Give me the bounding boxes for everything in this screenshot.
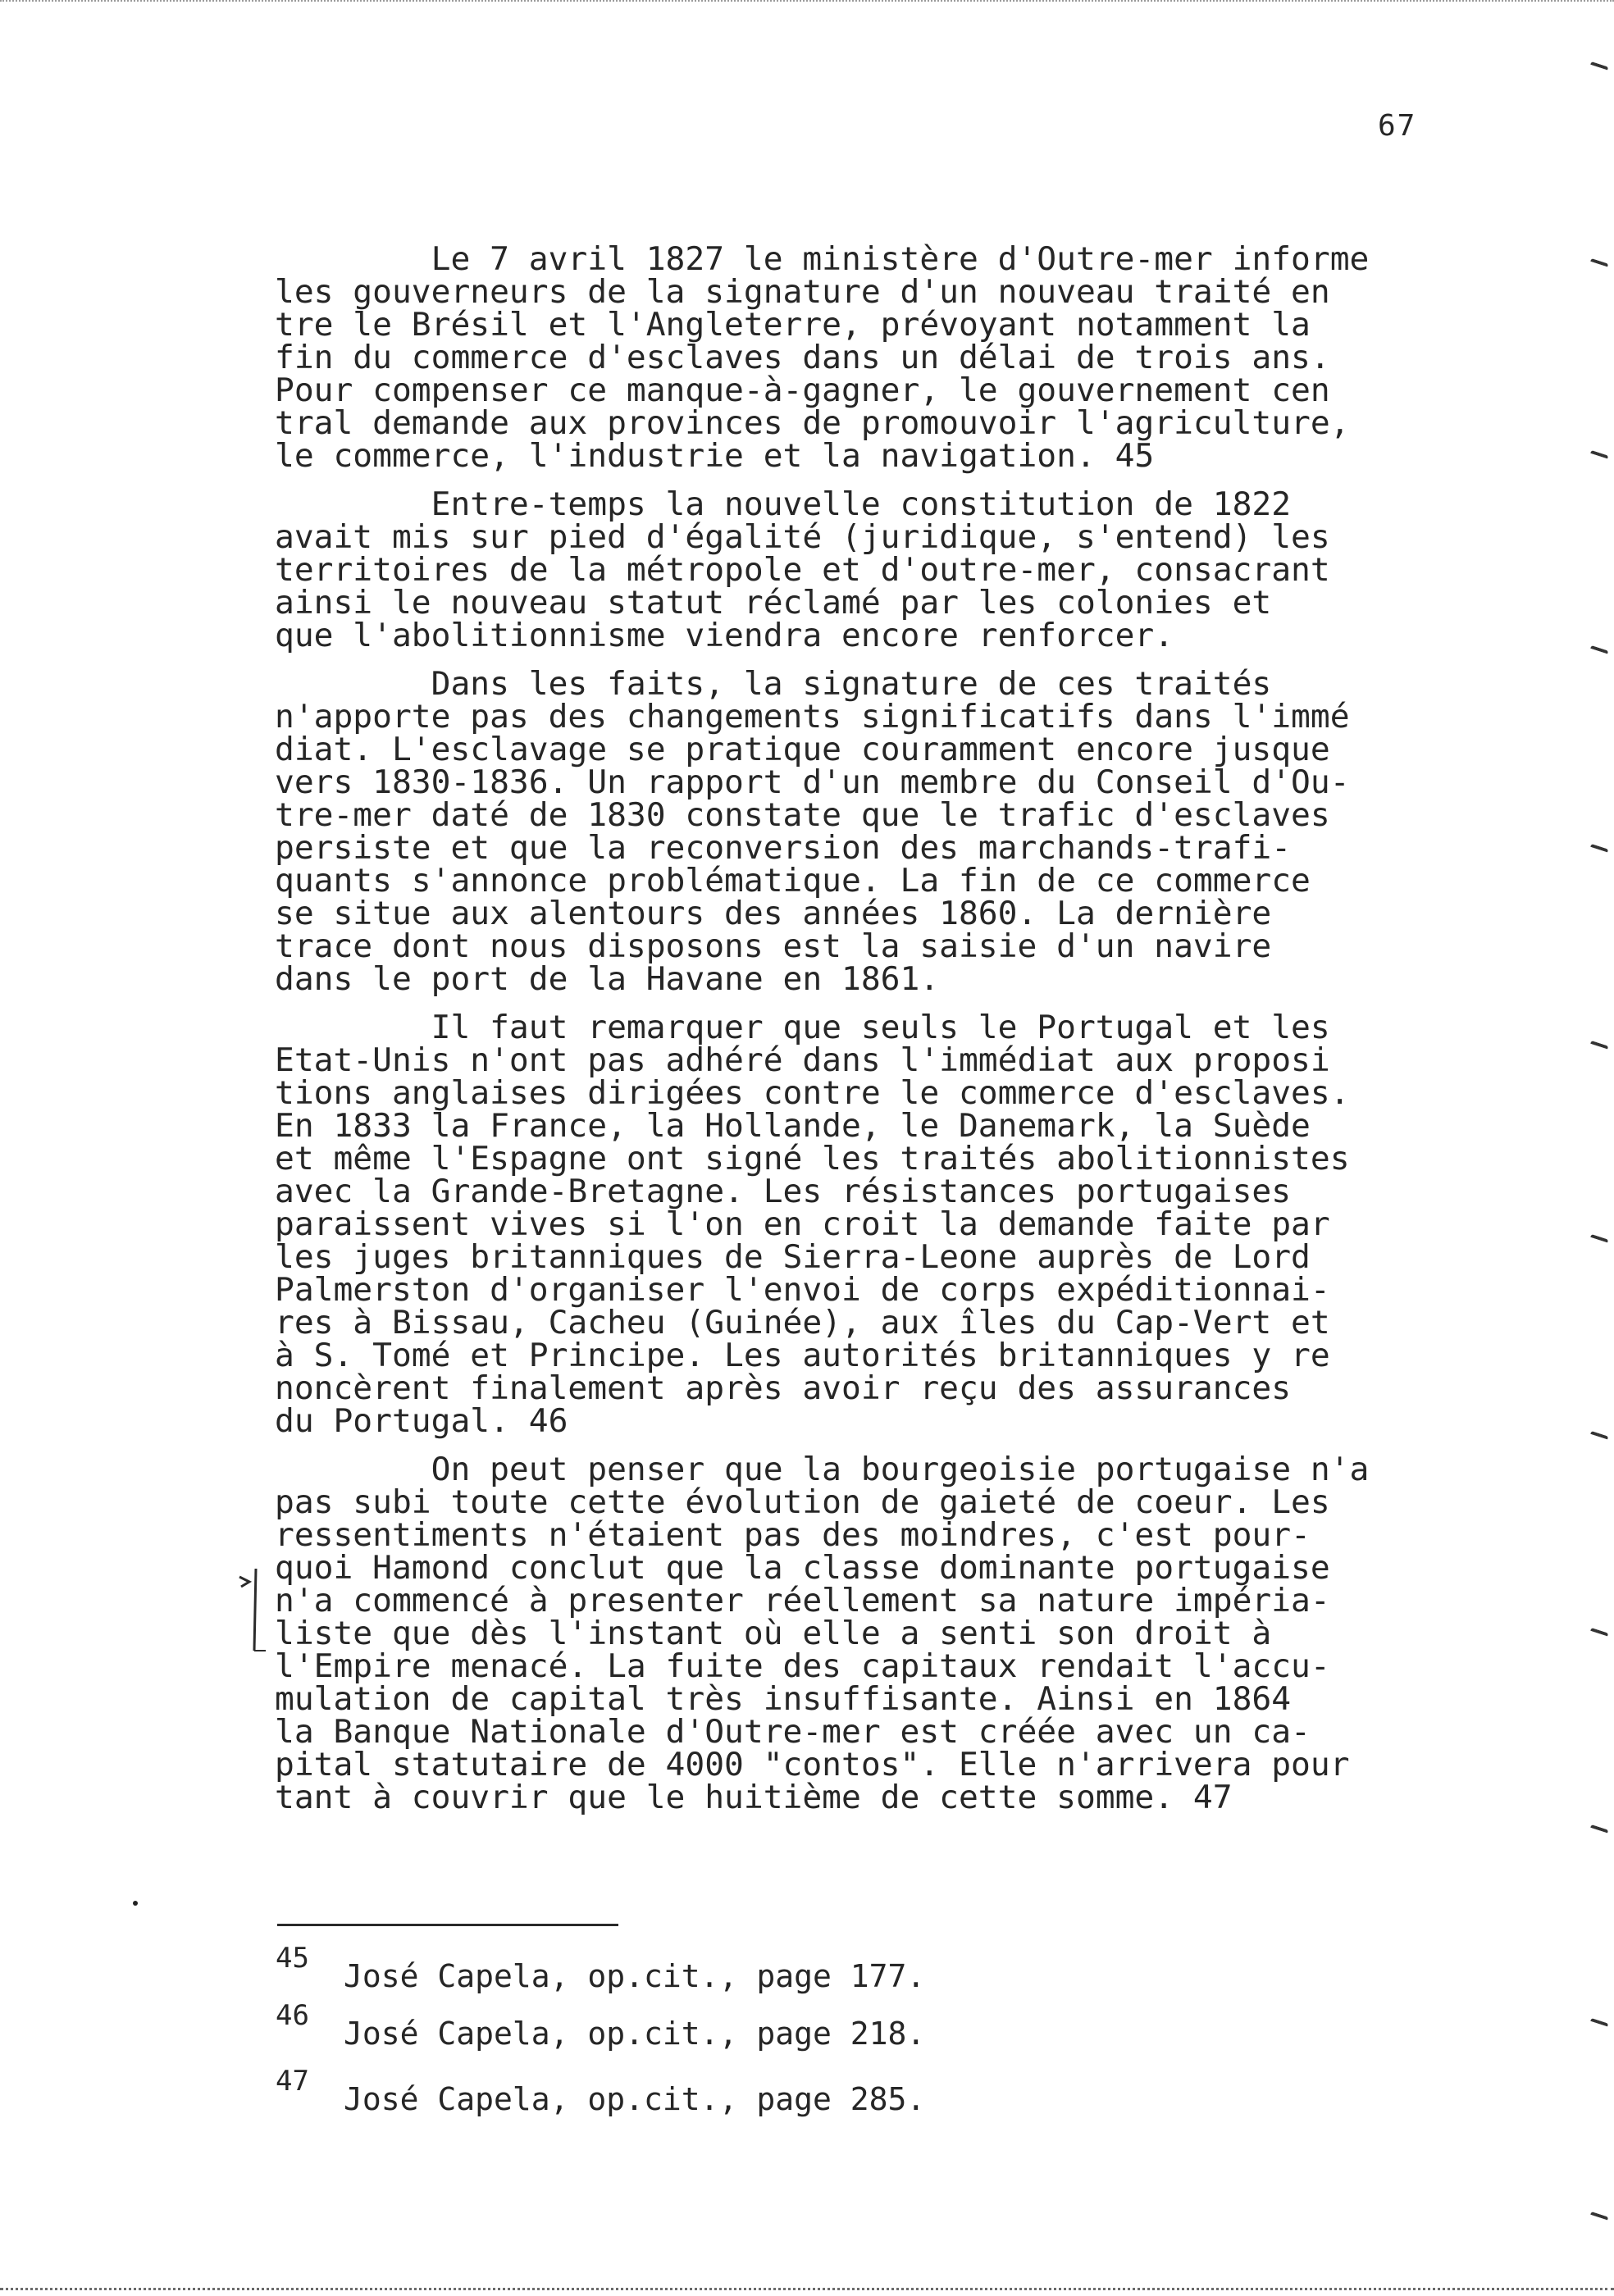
paragraph xyxy=(275,1009,1448,1440)
text-line: dans le port de la Havane en 1861. xyxy=(275,960,940,998)
text-line: Pour compenser ce manque-à-gagner, le gouvernement cen xyxy=(275,371,1330,409)
text-line: n'a commencé à presenter réellement sa nature impéria- xyxy=(275,1582,1330,1620)
edge-mark xyxy=(1589,450,1609,465)
text-line: quoi Hamond conclut que la classe dominante portugaise xyxy=(275,1549,1330,1587)
text-line: trace dont nous disposons est la saisie d'un navire xyxy=(275,927,1272,965)
edge-mark xyxy=(1589,844,1609,859)
edge-mark xyxy=(1589,2018,1609,2033)
paragraph xyxy=(275,1453,1448,1814)
footnote-text: José Capela, op.cit., page 218. xyxy=(344,2016,926,2052)
text-line: les gouverneurs de la signature d'un nouveau traité en xyxy=(275,273,1330,311)
footnotes xyxy=(276,1942,1424,2122)
text-line: le commerce, l'industrie et la navigation. 45 xyxy=(275,437,1155,475)
body-text xyxy=(275,240,1448,1816)
text-line: n'apporte pas des changements significatifs dans l'immé xyxy=(275,698,1350,736)
text-line: liste que dès l'instant où elle a senti son droit à xyxy=(275,1615,1272,1652)
text-line: persiste et que la reconversion des marchands-trafi- xyxy=(275,829,1292,867)
text-line: diat. L'esclavage se pratique couramment encore jusque xyxy=(275,731,1330,768)
text-line: res à Bissau, Cacheu (Guinée), aux îles du Cap-Vert et xyxy=(275,1304,1330,1342)
footnote-text: José Capela, op.cit., page 177. xyxy=(344,1958,926,1994)
edge-mark xyxy=(1589,258,1609,273)
edge-mark xyxy=(1589,1824,1609,1839)
footnote-number: 46 xyxy=(276,1999,309,2032)
text-line: tions anglaises dirigées contre le commerce d'esclaves. xyxy=(275,1074,1350,1112)
text-line: que l'abolitionnisme viendra encore renforcer. xyxy=(275,617,1174,654)
text-line: avait mis sur pied d'égalité (juridique, s'entend) les xyxy=(275,518,1330,556)
text-line: paraissent vives si l'on en croit la demande faite par xyxy=(275,1205,1330,1243)
text-line: l'Empire menacé. La fuite des capitaux rendait l'accu- xyxy=(275,1647,1330,1685)
text-line: En 1833 la France, la Hollande, le Danemark, la Suède xyxy=(275,1107,1311,1145)
scan-edge-top xyxy=(0,0,1614,5)
footnote-rule xyxy=(277,1924,618,1926)
text-line: On peut penser que la bourgeoisie portugaise n'a xyxy=(275,1451,1370,1488)
text-line: ressentiments n'étaient pas des moindres, c'est pour- xyxy=(275,1516,1311,1554)
footnote-number: 47 xyxy=(276,2065,309,2098)
text-line: tral demande aux provinces de promouvoir l'agriculture, xyxy=(275,404,1350,442)
edge-mark xyxy=(1589,1628,1609,1642)
text-line: fin du commerce d'esclaves dans un délai de trois ans. xyxy=(275,339,1330,376)
edge-mark xyxy=(1589,1234,1609,1249)
text-line: noncèrent finalement après avoir reçu des assurances xyxy=(275,1369,1292,1407)
text-line: tre-mer daté de 1830 constate que le trafic d'esclaves xyxy=(275,796,1330,834)
paragraph xyxy=(275,665,1448,998)
text-line: quants s'annonce problématique. La fin de ce commerce xyxy=(275,862,1311,900)
text-line: à S. Tomé et Principe. Les autorités britanniques y re xyxy=(275,1337,1330,1374)
text-line: pital statutaire de 4000 "contos". Elle n'arrivera pour xyxy=(275,1746,1350,1784)
footnote-number: 45 xyxy=(276,1942,309,1975)
text-line: territoires de la métropole et d'outre-mer, consacrant xyxy=(275,551,1330,589)
text-line: avec la Grande-Bretagne. Les résistances portugaises xyxy=(275,1173,1292,1210)
paragraph xyxy=(275,485,1448,654)
text-line: pas subi toute cette évolution de gaieté de coeur. Les xyxy=(275,1483,1330,1521)
edge-mark xyxy=(1589,61,1609,76)
scan-edge-bottom xyxy=(0,2288,1614,2295)
text-line: et même l'Espagne ont signé les traités abolitionnistes xyxy=(275,1140,1350,1178)
page-number: 67 xyxy=(1378,109,1417,143)
text-line: ainsi le nouveau statut réclamé par les colonies et xyxy=(275,584,1272,622)
footnote xyxy=(276,1942,1424,1999)
text-line: tre le Brésil et l'Angleterre, prévoyant notamment la xyxy=(275,306,1311,344)
text-line: Le 7 avril 1827 le ministère d'Outre-mer informe xyxy=(275,240,1370,278)
text-line: les juges britanniques de Sierra-Leone auprès de Lord xyxy=(275,1238,1311,1276)
footnote xyxy=(276,2065,1424,2122)
text-line: Dans les faits, la signature de ces traités xyxy=(275,665,1272,703)
text-line: se situe aux alentours des années 1860. La dernière xyxy=(275,895,1272,932)
stray-mark xyxy=(133,1901,138,1906)
text-line: mulation de capital très insuffisante. Ainsi en 1864 xyxy=(275,1680,1292,1718)
text-line: vers 1830-1836. Un rapport d'un membre du Conseil d'Ou- xyxy=(275,763,1350,801)
text-line: Il faut remarquer que seuls le Portugal et les xyxy=(275,1009,1330,1046)
footnote xyxy=(276,1999,1424,2057)
text-line: la Banque Nationale d'Outre-mer est créée avec un ca- xyxy=(275,1713,1311,1751)
edge-mark xyxy=(1589,1431,1609,1446)
text-line: Palmerston d'organiser l'envoi de corps expéditionnai- xyxy=(275,1271,1330,1309)
text-line: tant à couvrir que le huitième de cette somme. 47 xyxy=(275,1779,1233,1816)
text-line: Entre-temps la nouvelle constitution de 1822 xyxy=(275,485,1292,523)
text-line: du Portugal. 46 xyxy=(275,1402,568,1440)
text-line: Etat-Unis n'ont pas adhéré dans l'immédiat aux proposi xyxy=(275,1041,1330,1079)
footnote-text: José Capela, op.cit., page 285. xyxy=(344,2081,926,2117)
edge-mark xyxy=(1589,645,1609,660)
paragraph xyxy=(275,240,1448,475)
edge-mark xyxy=(1589,2212,1609,2226)
margin-bracket-mark xyxy=(238,1554,271,1656)
edge-mark xyxy=(1589,1041,1609,1055)
